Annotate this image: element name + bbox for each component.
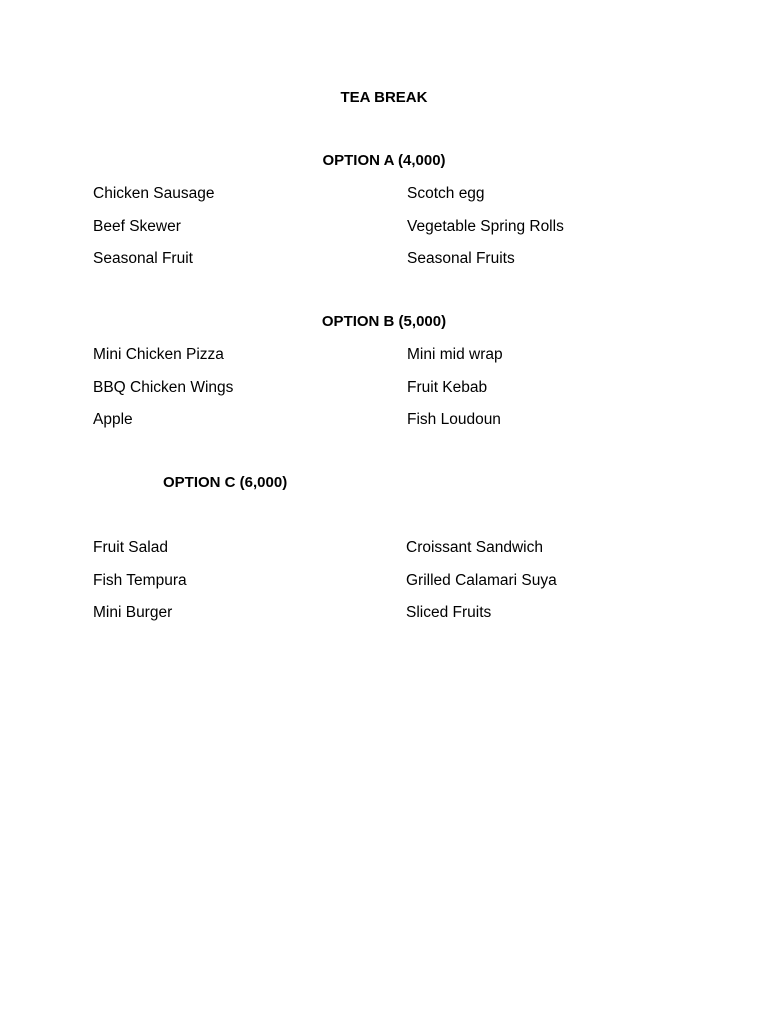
menu-item: Scotch egg: [407, 185, 485, 202]
menu-row: [93, 345, 653, 378]
menu-row: [93, 538, 653, 571]
menu-item: Fruit Salad: [93, 539, 168, 556]
option-b-heading: OPTION B (5,000): [321, 313, 447, 330]
menu-item: Fish Loudoun: [407, 411, 501, 428]
menu-row: [93, 378, 653, 411]
menu-item: Mini Burger: [93, 604, 173, 621]
menu-item: Fish Tempura: [93, 571, 187, 589]
menu-item: Croissant Sandwich: [406, 539, 543, 556]
menu-item: Apple: [93, 411, 133, 428]
menu-row: [93, 184, 653, 217]
menu-item: Fruit Kebab: [407, 378, 488, 396]
menu-item: BBQ Chicken Wings: [93, 378, 234, 396]
menu-row: [93, 217, 653, 250]
menu-row: [93, 410, 653, 443]
menu-item: Sliced Fruits: [406, 604, 492, 621]
menu-row: [93, 603, 653, 636]
option-c-menu: [93, 538, 653, 636]
menu-item: Seasonal Fruit: [93, 250, 193, 267]
menu-item: Mini mid wrap: [407, 346, 503, 363]
option-a-menu: [93, 184, 653, 282]
menu-item: Seasonal Fruits: [407, 250, 515, 267]
menu-item: Grilled Calamari Suya: [406, 571, 557, 589]
option-a-heading: OPTION A (4,000): [322, 152, 446, 169]
option-b-menu: [93, 345, 653, 443]
menu-item: Beef Skewer: [93, 217, 181, 235]
menu-item: Chicken Sausage: [93, 185, 215, 202]
menu-item: Mini Chicken Pizza: [93, 346, 224, 363]
menu-item: Vegetable Spring Rolls: [407, 217, 564, 235]
option-c-heading: OPTION C (6,000): [163, 474, 288, 491]
menu-row: [93, 571, 653, 604]
document-title: TEA BREAK: [340, 89, 428, 106]
menu-row: [93, 249, 653, 282]
